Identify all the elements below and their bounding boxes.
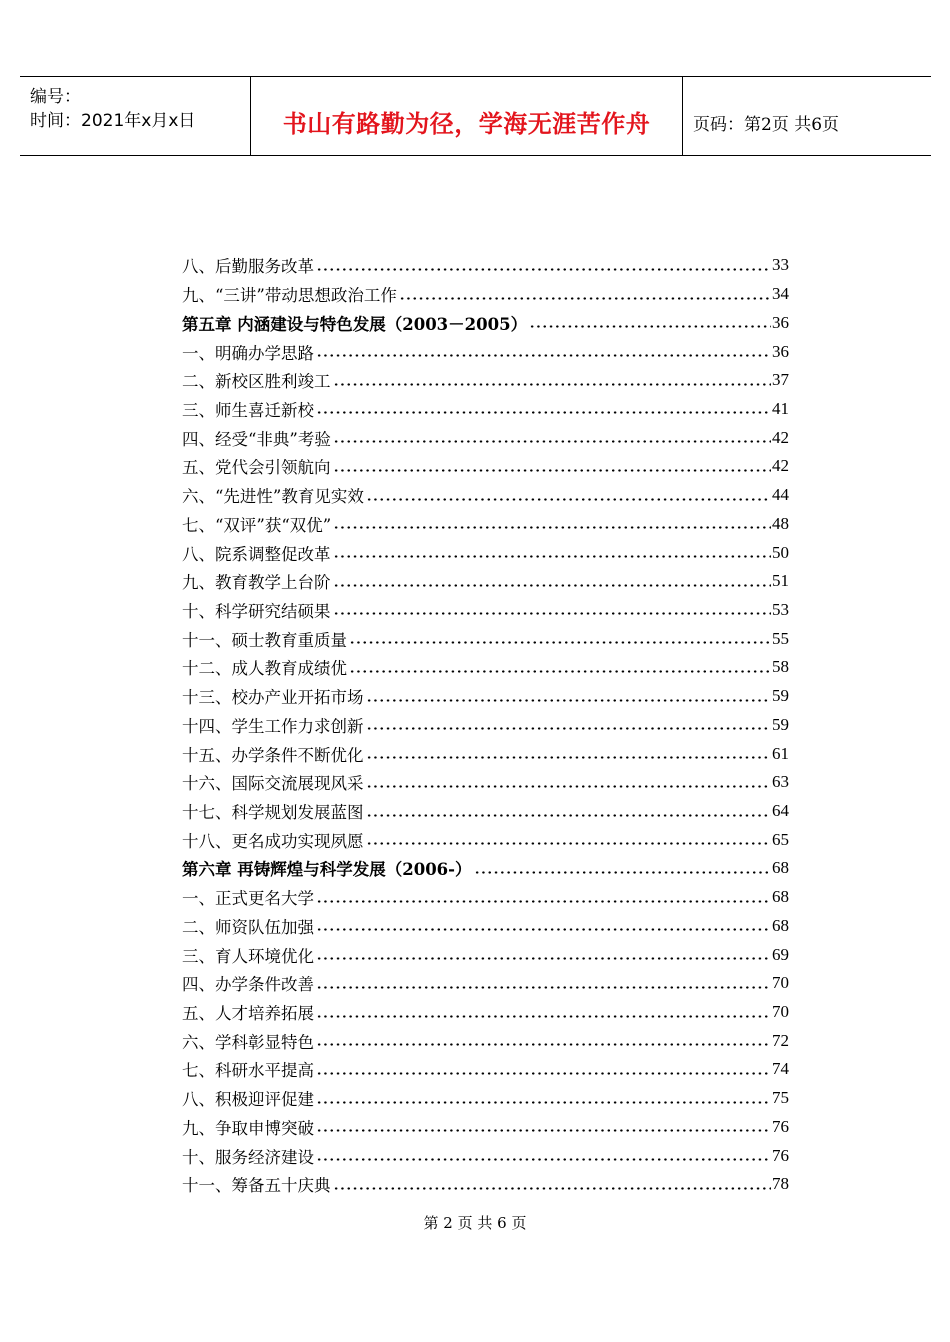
toc-entry-page-number: 36 — [772, 341, 789, 361]
toc-entry[interactable] — [182, 423, 789, 452]
toc-entry-page-number: 59 — [772, 686, 789, 706]
toc-dot-leader — [474, 871, 771, 874]
toc-entry-page-number: 64 — [772, 801, 789, 821]
toc-entry-page-number: 70 — [772, 973, 789, 993]
toc-entry[interactable] — [182, 509, 789, 538]
toc-entry[interactable] — [182, 1055, 789, 1084]
toc-entry-title: 八、后勤服务改革 — [182, 257, 314, 277]
toc-dot-leader — [333, 469, 772, 472]
toc-entry[interactable] — [182, 998, 789, 1027]
toc-entry[interactable] — [182, 395, 789, 424]
toc-dot-leader — [316, 957, 771, 960]
toc-entry-title: 四、经受“非典”考验 — [182, 429, 331, 449]
toc-entry-page-number: 76 — [772, 1145, 789, 1165]
toc-entry-title: 三、育人环境优化 — [182, 946, 314, 966]
page-footer: 第 2 页 共 6 页 — [423, 1214, 527, 1232]
toc-dot-leader — [316, 1158, 771, 1161]
toc-dot-leader — [366, 699, 772, 702]
toc-entry-title: 六、学科彰显特色 — [182, 1032, 314, 1052]
serial-number-label: 编号： — [30, 87, 81, 107]
toc-entry-title: 十七、科学规划发展蓝图 — [182, 803, 364, 823]
toc-entry[interactable] — [182, 567, 789, 596]
toc-dot-leader — [333, 555, 772, 558]
toc-dot-leader — [333, 526, 771, 529]
toc-dot-leader — [529, 325, 771, 328]
toc-entry-page-number: 50 — [772, 542, 789, 562]
toc-entry-title: 九、争取申博突破 — [182, 1118, 314, 1138]
toc-entry[interactable] — [182, 653, 789, 682]
page-code-label: 页码：第2页 共6页 — [693, 115, 840, 135]
toc-dot-leader — [366, 498, 771, 501]
toc-entry[interactable] — [182, 1170, 789, 1199]
toc-entry-page-number: 42 — [772, 456, 789, 476]
toc-dot-leader — [333, 1187, 772, 1190]
toc-entry-title: 十一、硕士教育重质量 — [182, 630, 347, 650]
toc-entry[interactable] — [182, 969, 789, 998]
toc-entry[interactable] — [182, 768, 789, 797]
toc-dot-leader — [333, 440, 771, 443]
toc-entry[interactable] — [182, 854, 789, 883]
toc-entry-page-number: 72 — [772, 1030, 789, 1050]
toc-entry-title: 九、教育教学上台阶 — [182, 573, 331, 593]
toc-entry-page-number: 63 — [772, 772, 789, 792]
toc-entry-page-number: 69 — [772, 944, 789, 964]
toc-dot-leader — [316, 1072, 771, 1075]
toc-entry-page-number: 55 — [772, 628, 789, 648]
toc-entry-title: 五、人才培养拓展 — [182, 1004, 314, 1024]
time-label: 时间：2021年x月x日 — [30, 111, 196, 131]
toc-entry-page-number: 42 — [772, 427, 789, 447]
toc-dot-leader — [366, 785, 772, 788]
toc-entry[interactable] — [182, 1084, 789, 1113]
toc-entry-title: 十二、成人教育成绩优 — [182, 659, 347, 679]
toc-dot-leader — [349, 641, 771, 644]
toc-entry[interactable] — [182, 452, 789, 481]
toc-dot-leader — [366, 756, 772, 759]
toc-entry-title: 二、师资队伍加强 — [182, 917, 314, 937]
toc-entry[interactable] — [182, 624, 789, 653]
toc-dot-leader — [316, 986, 771, 989]
toc-entry[interactable] — [182, 739, 789, 768]
toc-dot-leader — [366, 842, 772, 845]
toc-entry-page-number: 76 — [772, 1116, 789, 1136]
toc-entry-title: 三、师生喜迁新校 — [182, 400, 314, 420]
toc-entry-title: 七、科研水平提高 — [182, 1061, 314, 1081]
toc-entry-page-number: 37 — [772, 370, 789, 390]
toc-dot-leader — [399, 297, 771, 300]
toc-entry-title: 八、积极迎评促建 — [182, 1090, 314, 1110]
toc-entry-title: 第六章 再铸辉煌与科学发展（2006-） — [182, 860, 472, 880]
toc-entry-title: 十四、学生工作力求创新 — [182, 716, 364, 736]
toc-entry[interactable] — [182, 711, 789, 740]
toc-entry-page-number: 68 — [772, 915, 789, 935]
toc-entry-page-number: 65 — [772, 829, 789, 849]
toc-entry-title: 八、院系调整促改革 — [182, 544, 331, 564]
toc-entry-page-number: 70 — [772, 1002, 789, 1022]
toc-dot-leader — [316, 268, 771, 271]
toc-dot-leader — [316, 1129, 771, 1132]
toc-dot-leader — [316, 1015, 771, 1018]
toc-entry[interactable] — [182, 538, 789, 567]
header-motto-cell — [251, 77, 683, 155]
toc-dot-leader — [333, 584, 772, 587]
toc-entry[interactable] — [182, 825, 789, 854]
toc-dot-leader — [316, 900, 771, 903]
table-of-contents — [182, 251, 789, 1199]
toc-dot-leader — [316, 928, 771, 931]
toc-dot-leader — [333, 383, 772, 386]
motto-text: 书山有路勤为径，学海无涯苦作舟 — [282, 110, 651, 138]
toc-dot-leader — [316, 1043, 771, 1046]
toc-entry-page-number: 41 — [772, 398, 789, 418]
toc-entry-title: 九、“三讲”带动思想政治工作 — [182, 286, 397, 306]
toc-entry[interactable] — [182, 337, 789, 366]
toc-dot-leader — [366, 814, 772, 817]
toc-entry[interactable] — [182, 912, 789, 941]
toc-dot-leader — [333, 612, 772, 615]
toc-entry-page-number: 68 — [772, 887, 789, 907]
toc-entry[interactable] — [182, 682, 789, 711]
toc-entry[interactable] — [182, 280, 789, 309]
toc-entry[interactable] — [182, 308, 789, 337]
toc-entry[interactable] — [182, 481, 789, 510]
toc-entry-title: 一、明确办学思路 — [182, 343, 314, 363]
toc-entry-page-number: 48 — [772, 513, 789, 533]
toc-entry-page-number: 53 — [772, 599, 789, 619]
toc-entry-page-number: 51 — [772, 571, 789, 591]
toc-entry-title: 十、科学研究结硕果 — [182, 601, 331, 621]
toc-entry-page-number: 58 — [772, 657, 789, 677]
toc-entry-page-number: 44 — [772, 485, 789, 505]
toc-entry-page-number: 61 — [772, 743, 789, 763]
toc-entry-title: 十五、办学条件不断优化 — [182, 745, 364, 765]
toc-dot-leader — [316, 1101, 771, 1104]
toc-entry[interactable] — [182, 1141, 789, 1170]
toc-entry-title: 十三、校办产业开拓市场 — [182, 688, 364, 708]
toc-entry[interactable] — [182, 797, 789, 826]
toc-entry-page-number: 75 — [772, 1088, 789, 1108]
toc-entry-title: 二、新校区胜利竣工 — [182, 372, 331, 392]
header-info-cell — [20, 77, 251, 155]
toc-entry[interactable] — [182, 251, 789, 280]
toc-entry-page-number: 74 — [772, 1059, 789, 1079]
toc-entry[interactable] — [182, 883, 789, 912]
toc-entry-page-number: 59 — [772, 714, 789, 734]
toc-entry-page-number: 68 — [772, 858, 789, 878]
toc-entry-page-number: 78 — [772, 1174, 789, 1194]
page-header — [20, 76, 931, 156]
toc-entry-page-number: 33 — [772, 255, 789, 275]
toc-entry-title: 十、服务经济建设 — [182, 1147, 314, 1167]
toc-entry-title: 四、办学条件改善 — [182, 975, 314, 995]
toc-entry[interactable] — [182, 940, 789, 969]
toc-dot-leader — [316, 411, 771, 414]
toc-entry-title: 五、党代会引领航向 — [182, 458, 331, 478]
toc-entry-title: 第五章 内涵建设与特色发展（2003－2005） — [182, 314, 528, 334]
toc-entry-title: 十一、筹备五十庆典 — [182, 1176, 331, 1196]
toc-entry[interactable] — [182, 1026, 789, 1055]
toc-entry-page-number: 36 — [772, 312, 789, 332]
toc-entry-title: 十六、国际交流展现风采 — [182, 774, 364, 794]
toc-entry-page-number: 34 — [772, 284, 789, 304]
header-page-cell — [683, 77, 931, 155]
toc-dot-leader — [349, 670, 771, 673]
toc-dot-leader — [316, 354, 771, 357]
toc-dot-leader — [366, 727, 772, 730]
toc-entry-title: 六、“先进性”教育见实效 — [182, 487, 364, 507]
toc-entry-title: 一、正式更名大学 — [182, 889, 314, 909]
toc-entry[interactable] — [182, 596, 789, 625]
toc-entry-title: 七、“双评”获“双优” — [182, 515, 332, 535]
toc-entry-title: 十八、更名成功实现夙愿 — [182, 831, 364, 851]
toc-entry[interactable] — [182, 366, 789, 395]
toc-entry[interactable] — [182, 1113, 789, 1142]
